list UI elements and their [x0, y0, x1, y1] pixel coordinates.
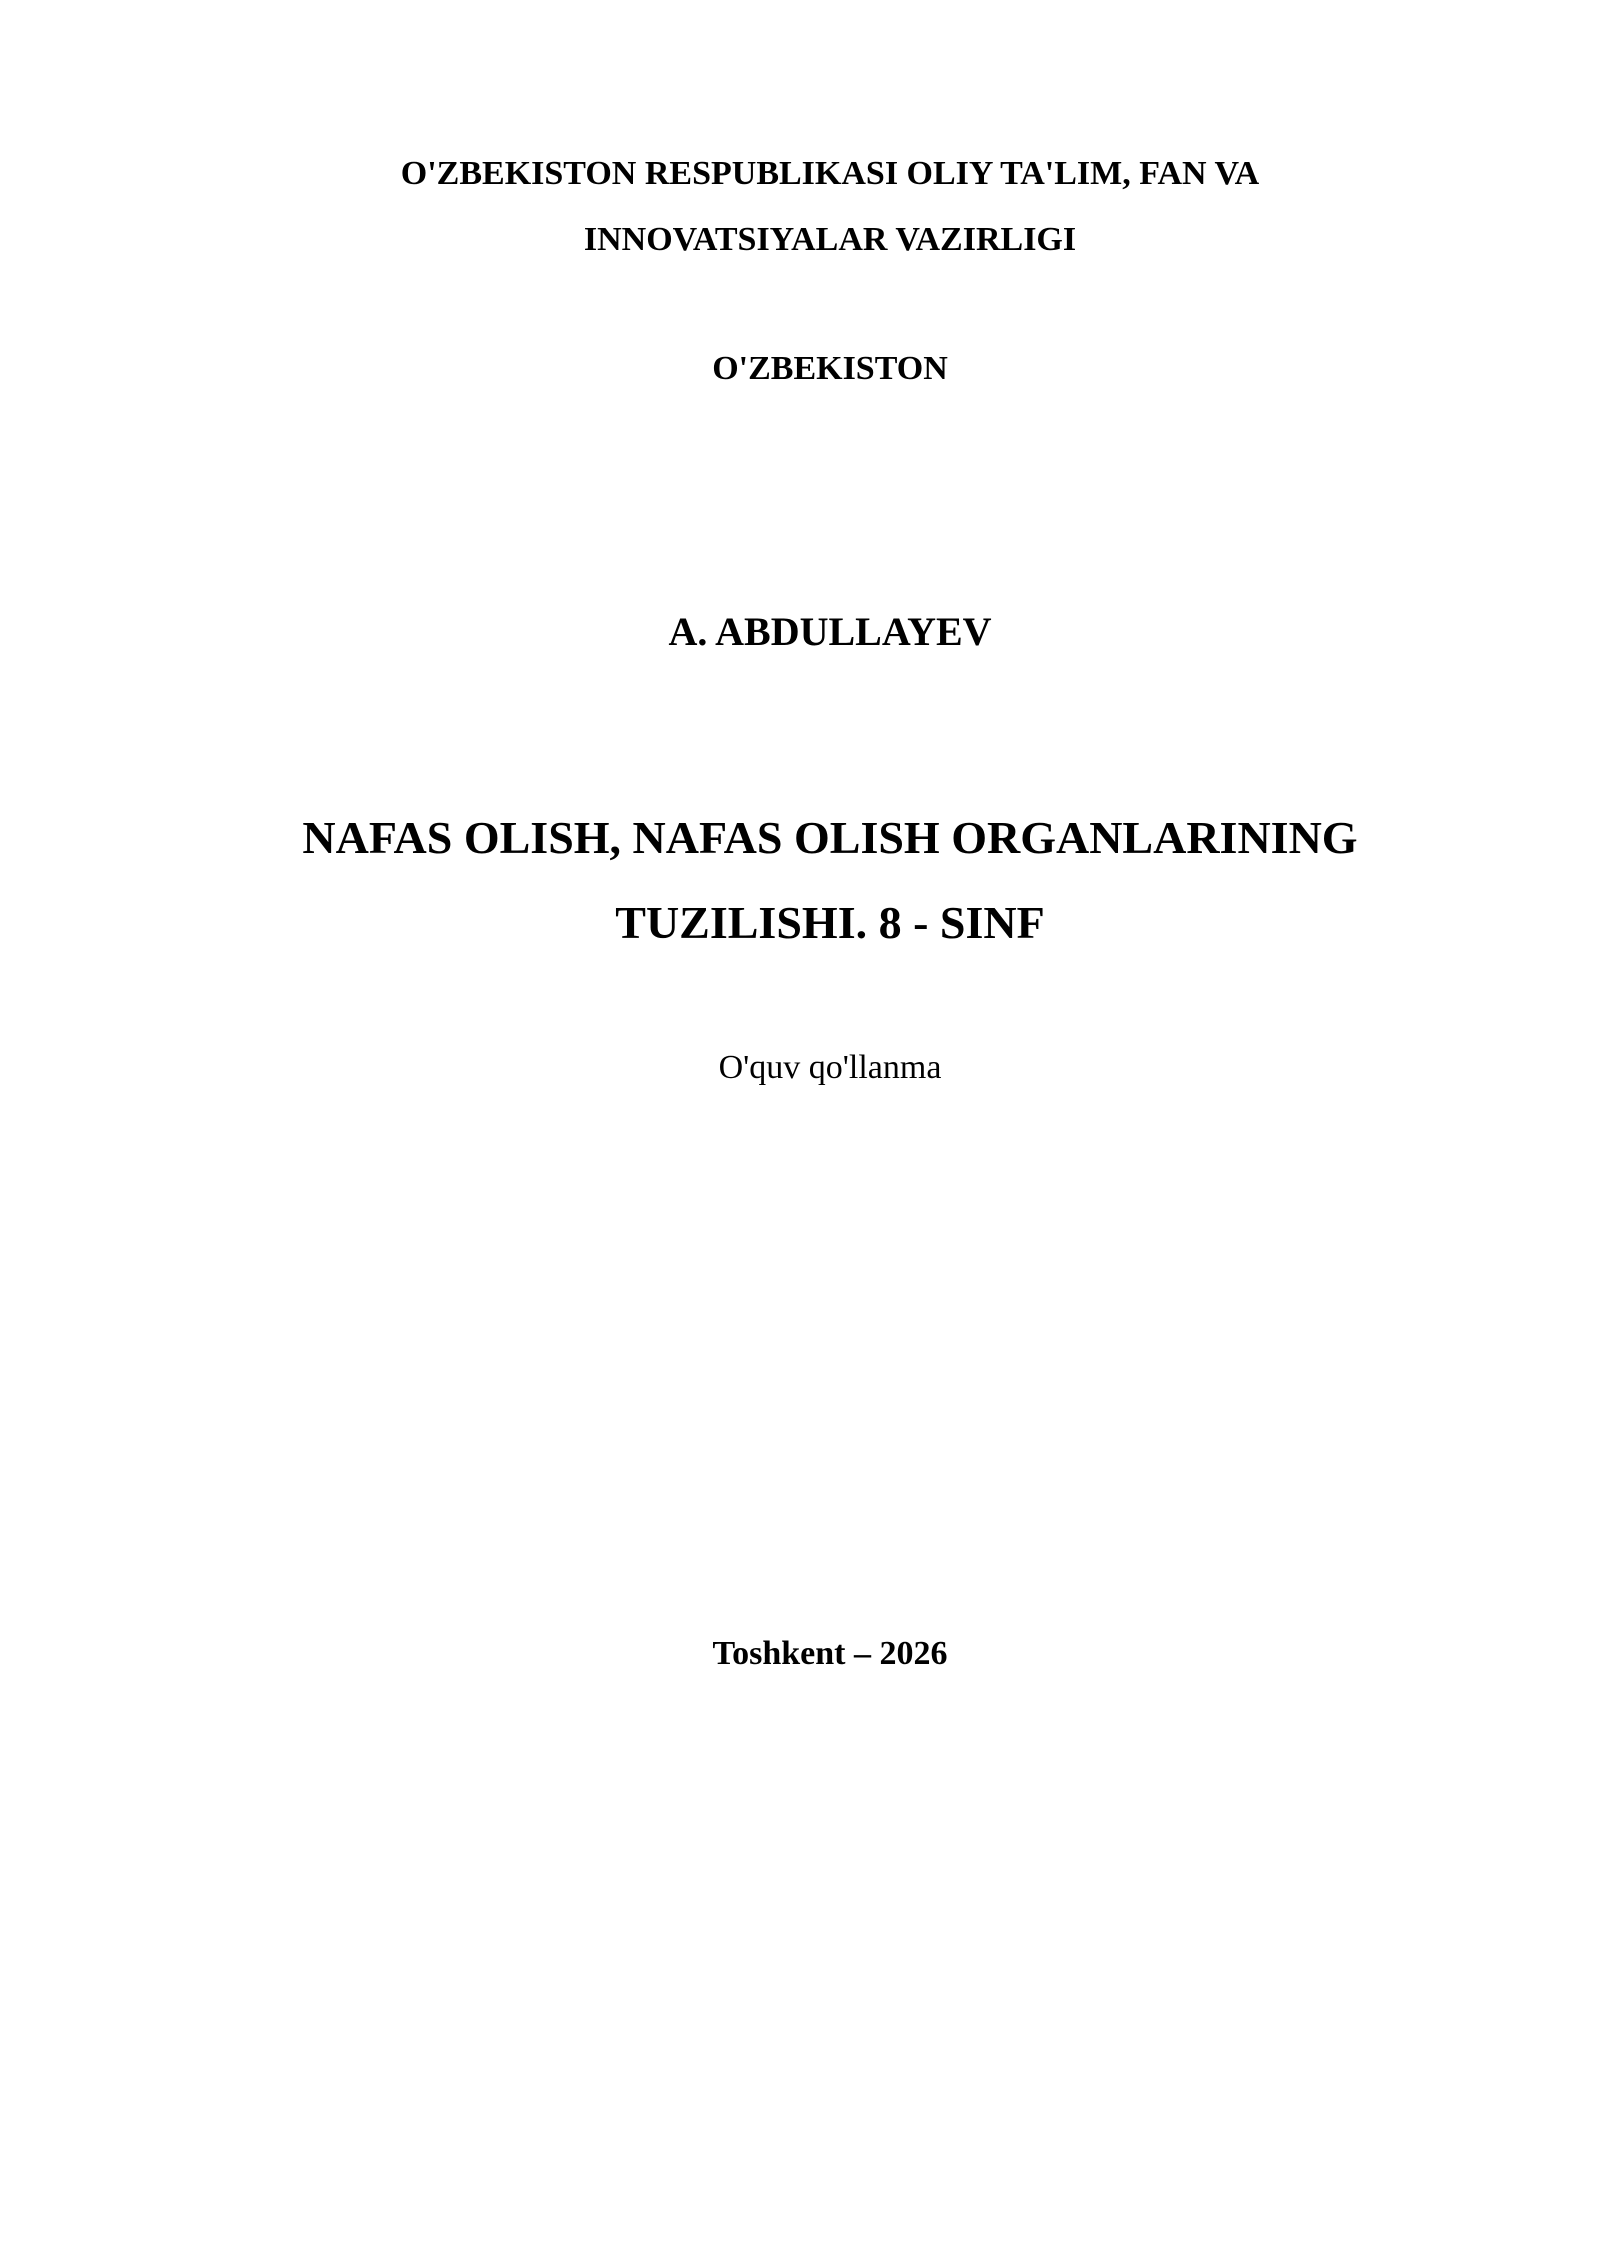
author-name: A. ABDULLAYEV: [668, 609, 992, 654]
ministry-name-line-2: INNOVATSIYALAR VAZIRLIGI: [583, 221, 1077, 258]
book-subtitle: O'quv qo'llanma: [718, 1049, 942, 1086]
ministry-name-line-1: O'ZBEKISTON RESPUBLIKASI OLIY TA'LIM, FAN VA: [400, 155, 1260, 192]
book-title-line-1: NAFAS OLISH, NAFAS OLISH ORGANLARINING: [302, 812, 1358, 863]
book-title-line-2: TUZILISHI. 8 - SINF: [615, 897, 1045, 948]
country-name: O'ZBEKISTON: [712, 350, 948, 387]
place-and-year: Toshkent – 2026: [712, 1635, 948, 1672]
